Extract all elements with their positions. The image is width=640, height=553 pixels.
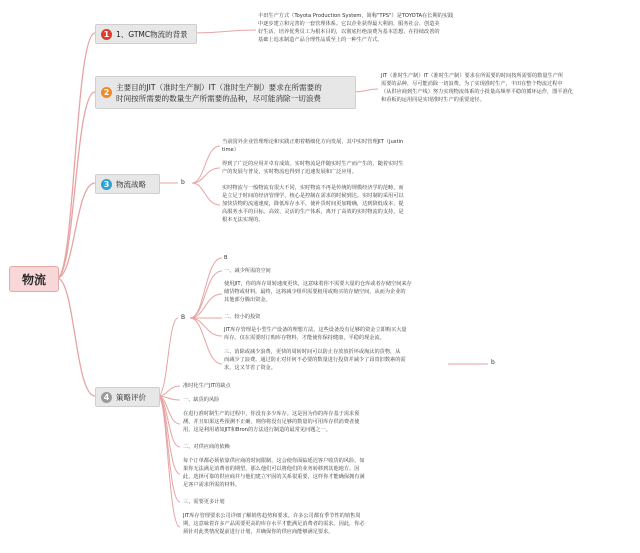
lower-s1: 一、缺货的风险 <box>183 397 220 403</box>
lower-s3: 三、需要更多计划 <box>183 499 225 505</box>
upper-right-b: b <box>491 359 495 366</box>
b-to-note1 <box>192 146 220 183</box>
lower-s2: 二、对供应商的依赖 <box>183 444 230 450</box>
note-line: 此，选择可靠的供应商并与他们建立牢固的关系很重要，这样你才能确保拥有满 <box>183 474 365 481</box>
upper-s1: 一、减少所需的空间 <box>224 268 271 274</box>
topic-3-note-3 <box>222 184 427 224</box>
note-line: 库存。仅在需要时订购库存物料，才能使你保持健康，平稳的现金流。 <box>224 335 385 342</box>
note-line: 求，这又节省了资金。 <box>224 365 276 372</box>
branch-to-topic2 <box>57 92 95 278</box>
topic-4-label: 策略评价 <box>116 392 146 402</box>
note-line: time） <box>222 147 239 154</box>
b-to-note3 <box>192 183 220 205</box>
topic-1-label: 1、GTMC物流的背景 <box>116 29 188 39</box>
lower-p3 <box>183 512 413 536</box>
note-line: 期，这意味着许多产品需要更高的库存水平才能满足消费者的需求。因此，你必 <box>183 521 365 528</box>
note-line: 丰田生产方式（Toyota Production System，简称"TPS"）是TOYOTA在长期的实践 <box>258 13 454 19</box>
topic-3-node[interactable] <box>95 174 160 194</box>
note-line: 得到了广泛的应用并卓有成效。实时物流是伴随实时生产而产生的，随着实时生 <box>222 161 404 167</box>
topic4-to-B <box>158 318 178 396</box>
note-line: 而减少了浪费。通过防止对任何不必要的数量进行投资并减少了昂贵旧数素的需 <box>224 357 406 364</box>
B-to-upper-head <box>190 258 222 318</box>
note-line: 三、消除或减少浪费，更快的周转时间可以防止存放放折坏或淘汰的货物，从 <box>224 349 401 355</box>
topic-4-node[interactable] <box>95 387 160 407</box>
lower-p2 <box>158 396 180 474</box>
B-to-p3 <box>190 318 222 364</box>
note-line: 根本无法实现的。 <box>222 217 264 224</box>
root-node[interactable] <box>9 266 59 292</box>
branch-to-topic1 <box>57 33 95 278</box>
note-line: 中逐步建立和完善的一套管理体系。它以企业获得最大利润、服务社会、创造美 <box>258 21 440 28</box>
lower-p2 <box>183 457 413 489</box>
B-to-p2 <box>190 318 222 336</box>
topic-1-note <box>258 12 488 44</box>
topic1-to-note <box>195 30 256 33</box>
note-line: 须针对此类情况提前进行计划，并确保你的供应商能够满足要求。 <box>183 529 334 536</box>
note-line: 每个订单都必须依靠供应商的时间限制，这会使你面临延迟客户收货的风险。如 <box>183 458 365 464</box>
lower-head: 准时化生产JIT的缺点 <box>183 383 231 389</box>
branch-to-topic3 <box>57 183 95 278</box>
note-line: 足客户需求所需的材料。 <box>183 482 241 489</box>
lower-p1 <box>183 410 413 434</box>
topic4-to-lower-head <box>158 386 180 396</box>
note-line: 好生活、培养优秀员工为根本目的，以彻底杜绝浪费为基本思想，在持续改善的 <box>258 29 440 36</box>
upper-p3 <box>224 348 449 372</box>
note-line: （从供应商到生产线）努力实现物流体系的小批量高频率平稳的循环运作，图平准化 <box>381 89 573 96</box>
topic-2-label-line2: 时间按所需要的数量生产所需要的品种，尽可能消除一切浪费 <box>116 93 322 103</box>
branch-to-topic4 <box>57 278 95 396</box>
note-line: 果你无法满足消费者的期望，那么他们可以将他们的业务转移到其他地方。因 <box>183 466 360 473</box>
badge-3: 3 <box>101 179 112 190</box>
topic-2-label-line1: 主要目的JIT（准时生产制）IT（准时生产制）要求在所需要的 <box>116 82 322 92</box>
badge-1: 1 <box>101 29 112 40</box>
upper-p1 <box>224 280 439 304</box>
topic-3-note-2 <box>222 160 422 176</box>
note-line: 使用JIT，你的库存周转速度更快，这意味着你不需要大量的仓库或者存储空间来存 <box>224 281 412 287</box>
upper-p2 <box>224 326 439 342</box>
root-label: 物流 <box>21 272 46 287</box>
topic-1-node[interactable] <box>95 24 197 44</box>
b-to-note2 <box>192 168 220 183</box>
note-line: JIT库存管理是小型生产设备的理想方法，这些设备没有足够的资金立即购买大量 <box>224 327 407 333</box>
note-line: 加快货物的流通速度，降低库存水平，使补货时间更加精确，达到降低成本、提 <box>222 201 404 208</box>
topic-2-node[interactable] <box>95 76 356 109</box>
B-to-p1 <box>190 294 222 318</box>
topic-2-note <box>381 72 631 104</box>
note-line: JIT（准时生产制）IT（准时生产制）要求在所需要的时间按所需要的数量生产所 <box>381 73 564 79</box>
note-line: 用。这是利用诸如JIT和Bron的方法进行制造的最常见问题之一。 <box>183 427 331 434</box>
note-line: 基础上追求制造产品合理性品质至上的一种生产方式。 <box>258 37 383 44</box>
badge-2: 2 <box>101 87 112 98</box>
note-line: 当前国外企业管理理论和实践正朝着精细化方向发展，其中实时管理JIT（justin <box>222 139 404 145</box>
topic2-to-note <box>354 89 378 92</box>
note-line: 测，并且如果这些预测不正确，则你将没有足够的数量的可用库存供消费者使 <box>183 419 360 426</box>
topic-4-sub-B: B <box>181 314 186 321</box>
note-line: 需要的品种，尽可能消除一切浪费。为了实现准时生产，丰田在整个物流过程中 <box>381 81 563 88</box>
topic-3-sub-b: b <box>181 179 185 186</box>
note-line: 产的发展与普及，实时物流也得到了迅速发展和广泛应用。 <box>222 169 357 176</box>
topic-3-note-1 <box>222 138 422 154</box>
note-line: 在进行准时制生产的过程中，你没有多少库存。这是因为你的库存基于需求预 <box>183 411 360 417</box>
note-line: 其他部分腾出资金。 <box>224 297 271 304</box>
note-line: 是立足于时间的经济管理学，核心是控制在需求的时候到达。实时制的采用可以 <box>222 193 404 200</box>
topic-3-label: 物流战略 <box>116 179 146 189</box>
lower-p3 <box>158 396 180 527</box>
note-line: 实时物流与一般物流有很大不同，实时物流不再是传统的规模经济学的范畴，而 <box>222 185 404 191</box>
badge-4: 4 <box>101 392 112 403</box>
note-line: 高服务水平的目标。高效、灵活的生产体系，离开了高效的实时物流的支持，是 <box>222 209 404 216</box>
upper-head: B <box>224 255 228 261</box>
note-line: JIT库存管理要求公司详细了解销售趋势和要求。许多公司都有季节性的销售周 <box>183 513 361 519</box>
upper-s2: 二、较小的投资 <box>224 314 261 320</box>
note-line: 储货物或材料。最终，这将减少组织需要租用或购买的存储空间，从而为企业的 <box>224 289 406 296</box>
note-line: 和看板的运用同是实现准时生产的重要途径。 <box>381 97 485 104</box>
